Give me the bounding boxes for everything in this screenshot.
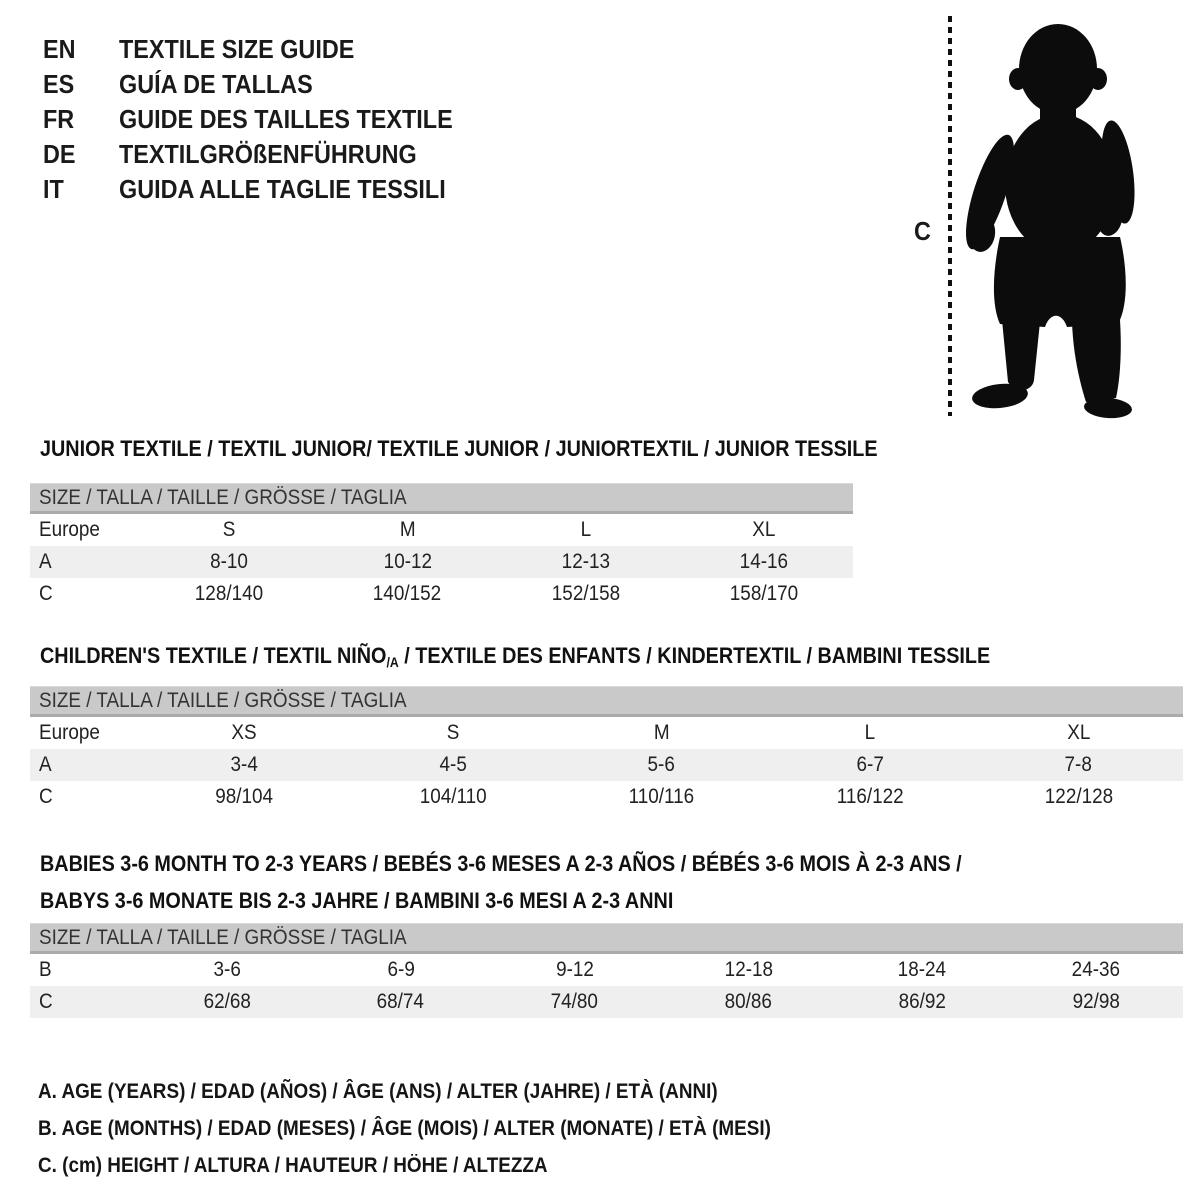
junior-height-row-label: C bbox=[39, 582, 53, 605]
language-code-es: ES bbox=[43, 69, 75, 99]
babies-months-value: 18-24 bbox=[898, 958, 947, 981]
children-height-value: 104/110 bbox=[419, 785, 487, 808]
guide-title-fr: GUIDE DES TAILLES TEXTILE bbox=[119, 104, 453, 134]
junior-age-value: 10-12 bbox=[383, 550, 432, 573]
children-region-label: Europe bbox=[39, 721, 100, 744]
junior-size-xl: XL bbox=[752, 518, 776, 541]
guide-title-de: TEXTILGRÖßENFÜHRUNG bbox=[119, 139, 417, 169]
babies-section-title-line2: BABYS 3-6 MONATE BIS 2-3 JAHRE / BAMBINI 3-6 MESI A 2-3 ANNI bbox=[40, 888, 674, 913]
babies-height-value: 86/92 bbox=[898, 990, 946, 1013]
children-section-title: CHILDREN'S TEXTILE / TEXTIL $NIÑO_{/A}$ / TEXTILE DES ENFANTS / KINDERTEXTIL / BAMBINI TESSILE bbox=[40, 643, 991, 670]
children-height-value: 116/122 bbox=[836, 785, 904, 808]
legend-age-years: A. AGE (YEARS) / EDAD (AÑOS) / ÂGE (ANS) / ALTER (JAHRE) / ETÀ (ANNI) bbox=[38, 1080, 718, 1103]
children-height-row bbox=[30, 781, 1183, 813]
language-row-it bbox=[43, 172, 490, 207]
children-age-value: 4-5 bbox=[439, 753, 467, 776]
babies-months-value: 24-36 bbox=[1071, 958, 1121, 981]
language-row-fr bbox=[43, 102, 490, 137]
babies-months-value: 9-12 bbox=[555, 958, 594, 981]
legend-age-months: B. AGE (MONTHS) / EDAD (MESES) / ÂGE (MOIS) / ALTER (MONATE) / ETÀ (MESI) bbox=[38, 1117, 771, 1140]
junior-height-value: 140/152 bbox=[373, 582, 442, 605]
junior-age-value: 14-16 bbox=[739, 550, 789, 573]
babies-height-value: 68/74 bbox=[377, 990, 425, 1013]
children-sizes-row bbox=[30, 717, 1183, 749]
guide-title-it: GUIDA ALLE TAGLIE TESSILI bbox=[119, 174, 446, 204]
babies-height-value: 92/98 bbox=[1072, 990, 1120, 1013]
babies-height-value: 74/80 bbox=[550, 990, 599, 1013]
junior-age-row-label: A bbox=[39, 550, 52, 573]
language-row-es bbox=[43, 67, 490, 102]
guide-title-en: TEXTILE SIZE GUIDE bbox=[119, 34, 355, 64]
junior-size-l: L bbox=[580, 518, 591, 541]
children-height-row-label: C bbox=[39, 785, 53, 808]
children-age-row bbox=[30, 749, 1183, 781]
nino-a-subscript: /A bbox=[386, 654, 399, 670]
children-height-value: 110/116 bbox=[628, 785, 695, 808]
junior-height-row bbox=[30, 578, 853, 610]
junior-sizes-row bbox=[30, 514, 853, 546]
children-height-value: 98/104 bbox=[215, 785, 274, 808]
babies-height-value: 80/86 bbox=[724, 990, 773, 1013]
language-code-it: IT bbox=[43, 174, 64, 204]
babies-months-value: 6-9 bbox=[387, 958, 415, 981]
junior-age-value: 12-13 bbox=[561, 550, 610, 573]
junior-height-value: 152/158 bbox=[551, 582, 620, 605]
babies-size-header-bar: SIZE / TALLA / TAILLE / GRÖSSE / TAGLIA bbox=[30, 923, 1183, 954]
junior-height-value: 128/140 bbox=[194, 582, 264, 605]
children-height-value: 122/128 bbox=[1044, 785, 1113, 808]
babies-height-row bbox=[30, 986, 1183, 1018]
babies-section-title-line1: BABIES 3-6 MONTH TO 2-3 YEARS / BEBÉS 3-6 MESES A 2-3 AÑOS / BÉBÉS 3-6 MOIS À 2-3 ANS / bbox=[40, 851, 962, 876]
babies-months-value: 12-18 bbox=[724, 958, 773, 981]
children-size-s: S bbox=[446, 721, 460, 744]
junior-height-value: 158/170 bbox=[729, 582, 799, 605]
junior-size-table bbox=[30, 483, 853, 610]
children-size-l: L bbox=[864, 721, 876, 744]
children-size-table bbox=[30, 686, 1183, 813]
children-size-xl: XL bbox=[1067, 721, 1091, 744]
junior-age-row bbox=[30, 546, 853, 578]
toddler-silhouette-icon bbox=[940, 12, 1145, 420]
children-age-value: 3-4 bbox=[230, 753, 258, 776]
children-age-value: 6-7 bbox=[856, 753, 884, 776]
junior-size-s: S bbox=[222, 518, 236, 541]
language-title-list bbox=[43, 32, 490, 207]
children-size-header-bar: SIZE / TALLA / TAILLE / GRÖSSE / TAGLIA bbox=[30, 686, 1183, 717]
language-code-de: DE bbox=[43, 139, 76, 169]
language-row-en bbox=[43, 32, 490, 67]
junior-section-title: JUNIOR TEXTILE / TEXTIL JUNIOR/ TEXTILE JUNIOR / JUNIORTEXTIL / JUNIOR TESSILE bbox=[40, 436, 878, 461]
children-size-m: M bbox=[653, 721, 670, 744]
children-age-row-label: A bbox=[39, 753, 52, 776]
language-row-de bbox=[43, 137, 490, 172]
babies-months-row-label: B bbox=[39, 958, 52, 981]
language-code-fr: FR bbox=[43, 104, 75, 134]
measure-c-label: C bbox=[914, 216, 931, 246]
legend-height-cm: C. (cm) HEIGHT / ALTURA / HAUTEUR / HÖHE / ALTEZZA bbox=[38, 1154, 548, 1177]
junior-size-header-bar: SIZE / TALLA / TAILLE / GRÖSSE / TAGLIA bbox=[30, 483, 853, 514]
babies-size-table bbox=[30, 923, 1183, 1018]
guide-title-es: GUÍA DE TALLAS bbox=[119, 69, 313, 99]
children-age-value: 7-8 bbox=[1065, 753, 1093, 776]
babies-height-value: 62/68 bbox=[203, 990, 251, 1013]
junior-size-m: M bbox=[399, 518, 416, 541]
language-code-en: EN bbox=[43, 34, 76, 64]
babies-height-row-label: C bbox=[39, 990, 53, 1013]
junior-region-label: Europe bbox=[39, 518, 100, 541]
babies-months-row bbox=[30, 954, 1183, 986]
babies-months-value: 3-6 bbox=[213, 958, 241, 981]
junior-age-value: 8-10 bbox=[210, 550, 249, 573]
children-age-value: 5-6 bbox=[647, 753, 676, 776]
children-size-xs: XS bbox=[231, 721, 257, 744]
